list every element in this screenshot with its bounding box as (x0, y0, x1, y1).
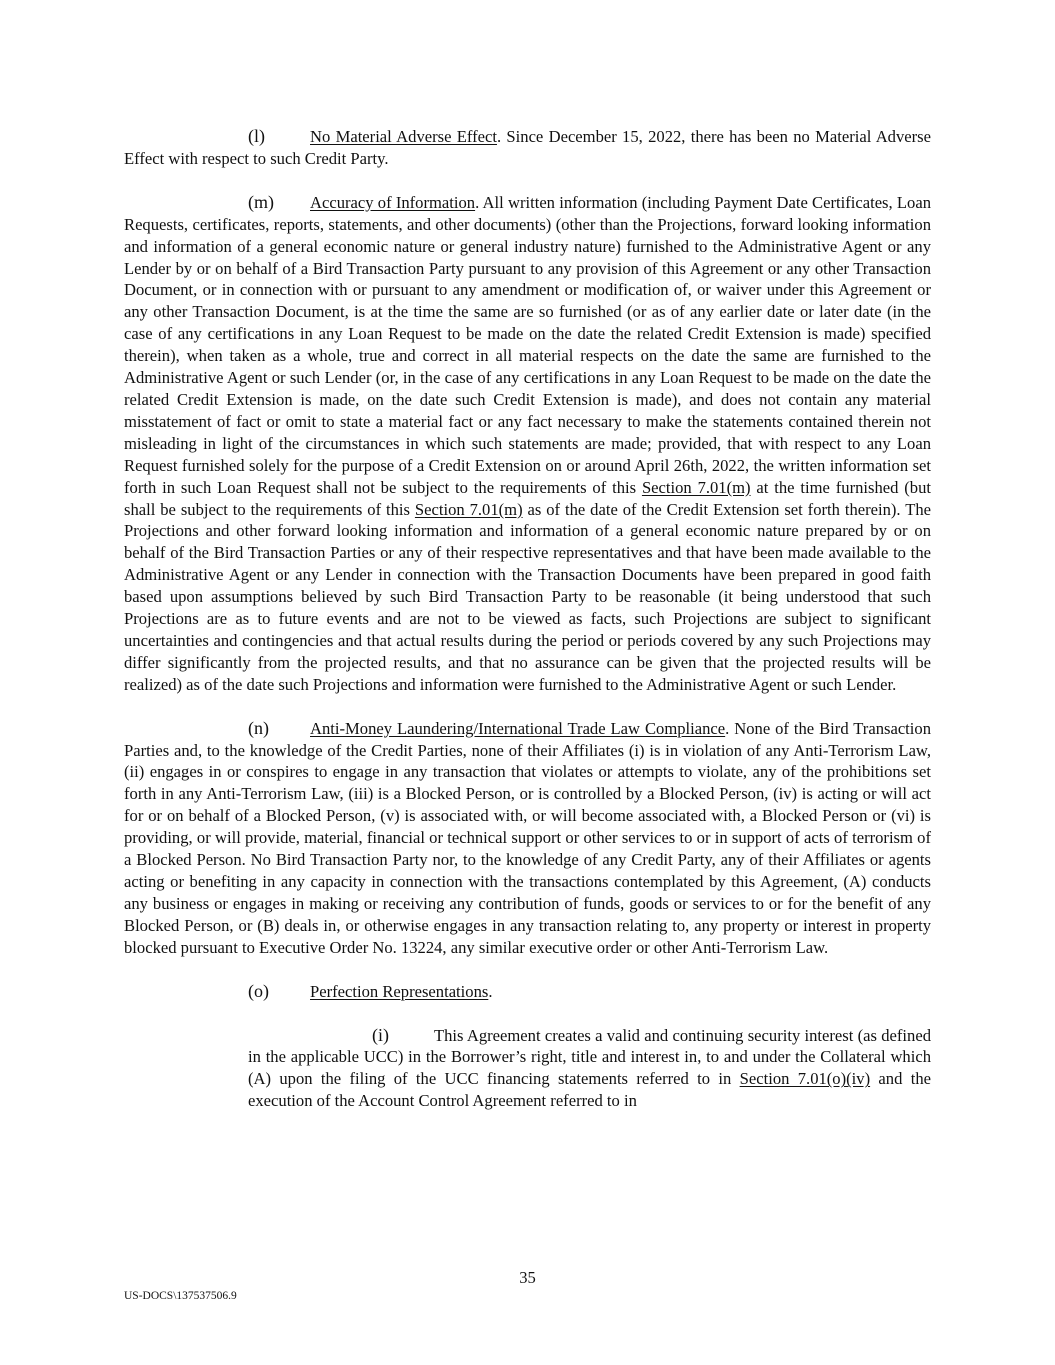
section-heading: No Material Adverse Effect (310, 127, 497, 146)
section-number: (o) (248, 980, 269, 1001)
section-heading: Anti-Money Laundering/International Trade Law Compliance (310, 718, 726, 738)
subsection-number: (i) (372, 1024, 389, 1045)
section-body: . None of the Bird Transaction Parties and, to the knowledge of the Credit Parties, none of their Affiliates (i) is in violation of any Anti-Terrorism Law, (ii) engages in or conspires to engage in any transaction that violates or attempts to violate, any of the prohibitions set forth in any Anti-Terrorism Law, (iii) is a Blocked Person, or is controlled by a Blocked Person, (iv) is acting or will act for or on behalf of a Blocked Person, (v) is associated with, or will become associated with, a Blocked Person or (vi) is providing, or will provide, material, financial or technical support or other services to or in support of acts of terrorism of a Blocked Person. No Bird Transaction Party nor, to the knowledge of any Credit Party, any of their Affiliates or agents acting or benefiting in any capacity in connection with the transactions contemplated by this Agreement, (A) conducts any business or engages in making or receiving any contribution of funds, goods or services to or for the benefit of any Blocked Person, or (B) deals in, or otherwise engages in any transaction relating to, any property or interest in property blocked pursuant to Executive Order No. 13224, any similar executive order or other Anti-Terrorism Law. (124, 718, 931, 957)
section-l (124, 126, 931, 170)
section-number: (m) (248, 191, 274, 212)
section-body: . All written information (including Payment Date Certificates, Loan Requests, certificates, reports, statements, and other documents) (other than the Projections, forward looking information and information of a general economic nature or general industry nature) furnished to the Administrative Agent or any Lender by or on behalf of a Bird Transaction Party pursuant to any provision of this Agreement or any other Transaction Document, or in connection with or pursuant to any amendment or modification of, or waiver under this Agreement or any other Transaction Document, is at the time the same are so furnished (or as of any earlier date or later date (in the case of any certifications in any Loan Request to be made on the date the related Credit Extension is made) specified therein), when taken as a whole, true and correct in all material respects on the date the same are furnished to the Administrative Agent or such Lender (or, in the case of any certifications in any Loan Request to be made on the date the related Credit Extension is made, on the date such Credit Extension is made), and does not contain any material misstatement of fact or omit to state a material fact or any fact necessary to make the statements contained therein not misleading in light of the circumstances in which such statements are made; provided, that with respect to any Loan Request furnished solely for the purpose of a Credit Extension on or around April 26th, 2022, the written information set forth in such Loan Request shall not be subject to the requirements of this (124, 192, 931, 497)
section-body: . (488, 981, 493, 1001)
subsection-body: This Agreement creates a valid and continuing security interest (as defined in the applicable UCC) in the Borrower’s right, title and interest in, to and under the Collateral which (A) upon the filing of the UCC financing statements referred to in (248, 1025, 931, 1089)
cross-reference: Section 7.01(m) (641, 477, 751, 497)
cross-reference: Section 7.01(m) (414, 499, 523, 519)
section-n (124, 718, 931, 959)
section-number: (n) (248, 717, 269, 738)
document-page (124, 126, 931, 1112)
section-m (124, 192, 931, 696)
document-id: US-DOCS\137537506.9 (124, 1290, 237, 1302)
page-number: 35 (519, 1268, 536, 1287)
section-body: . Since December 15, 2022, there has been no Material Adverse Effect with respect to such Credit Party. (124, 127, 931, 168)
section-o (124, 981, 931, 1003)
section-heading: Accuracy of Information (310, 192, 476, 212)
subsection-body: and the execution of the Account Control Agreement referred to in (248, 1069, 931, 1111)
cross-reference: Section 7.01(o)(iv) (739, 1069, 871, 1089)
section-body: at the time furnished (but shall be subject to the requirements of this (124, 477, 932, 519)
section-body: as of the date of the Credit Extension set forth therein). The Projections and other forward looking information and information of a general economic nature prepared by or on behalf of the Bird Transaction Parties or any of their respective representatives and that have been made available to the Administrative Agent or any Lender in connection with the Transaction Documents have been prepared in good faith based upon assumptions believed by such Bird Transaction Party to be reasonable (it being understood that such Projections are as to future events and are not to be viewed as facts, such Projections are subject to significant uncertainties and contingencies and that actual results during the period or periods covered by any such Projections may differ significantly from the projected results, and that no assurance can be given that the projected results will be realized) as of the date such Projections and information were furnished to the Administrative Agent or such Lender. (124, 499, 931, 694)
section-number: (l) (248, 126, 265, 146)
section-heading: Perfection Representations (310, 981, 489, 1001)
subsection-o-i (248, 1025, 931, 1113)
